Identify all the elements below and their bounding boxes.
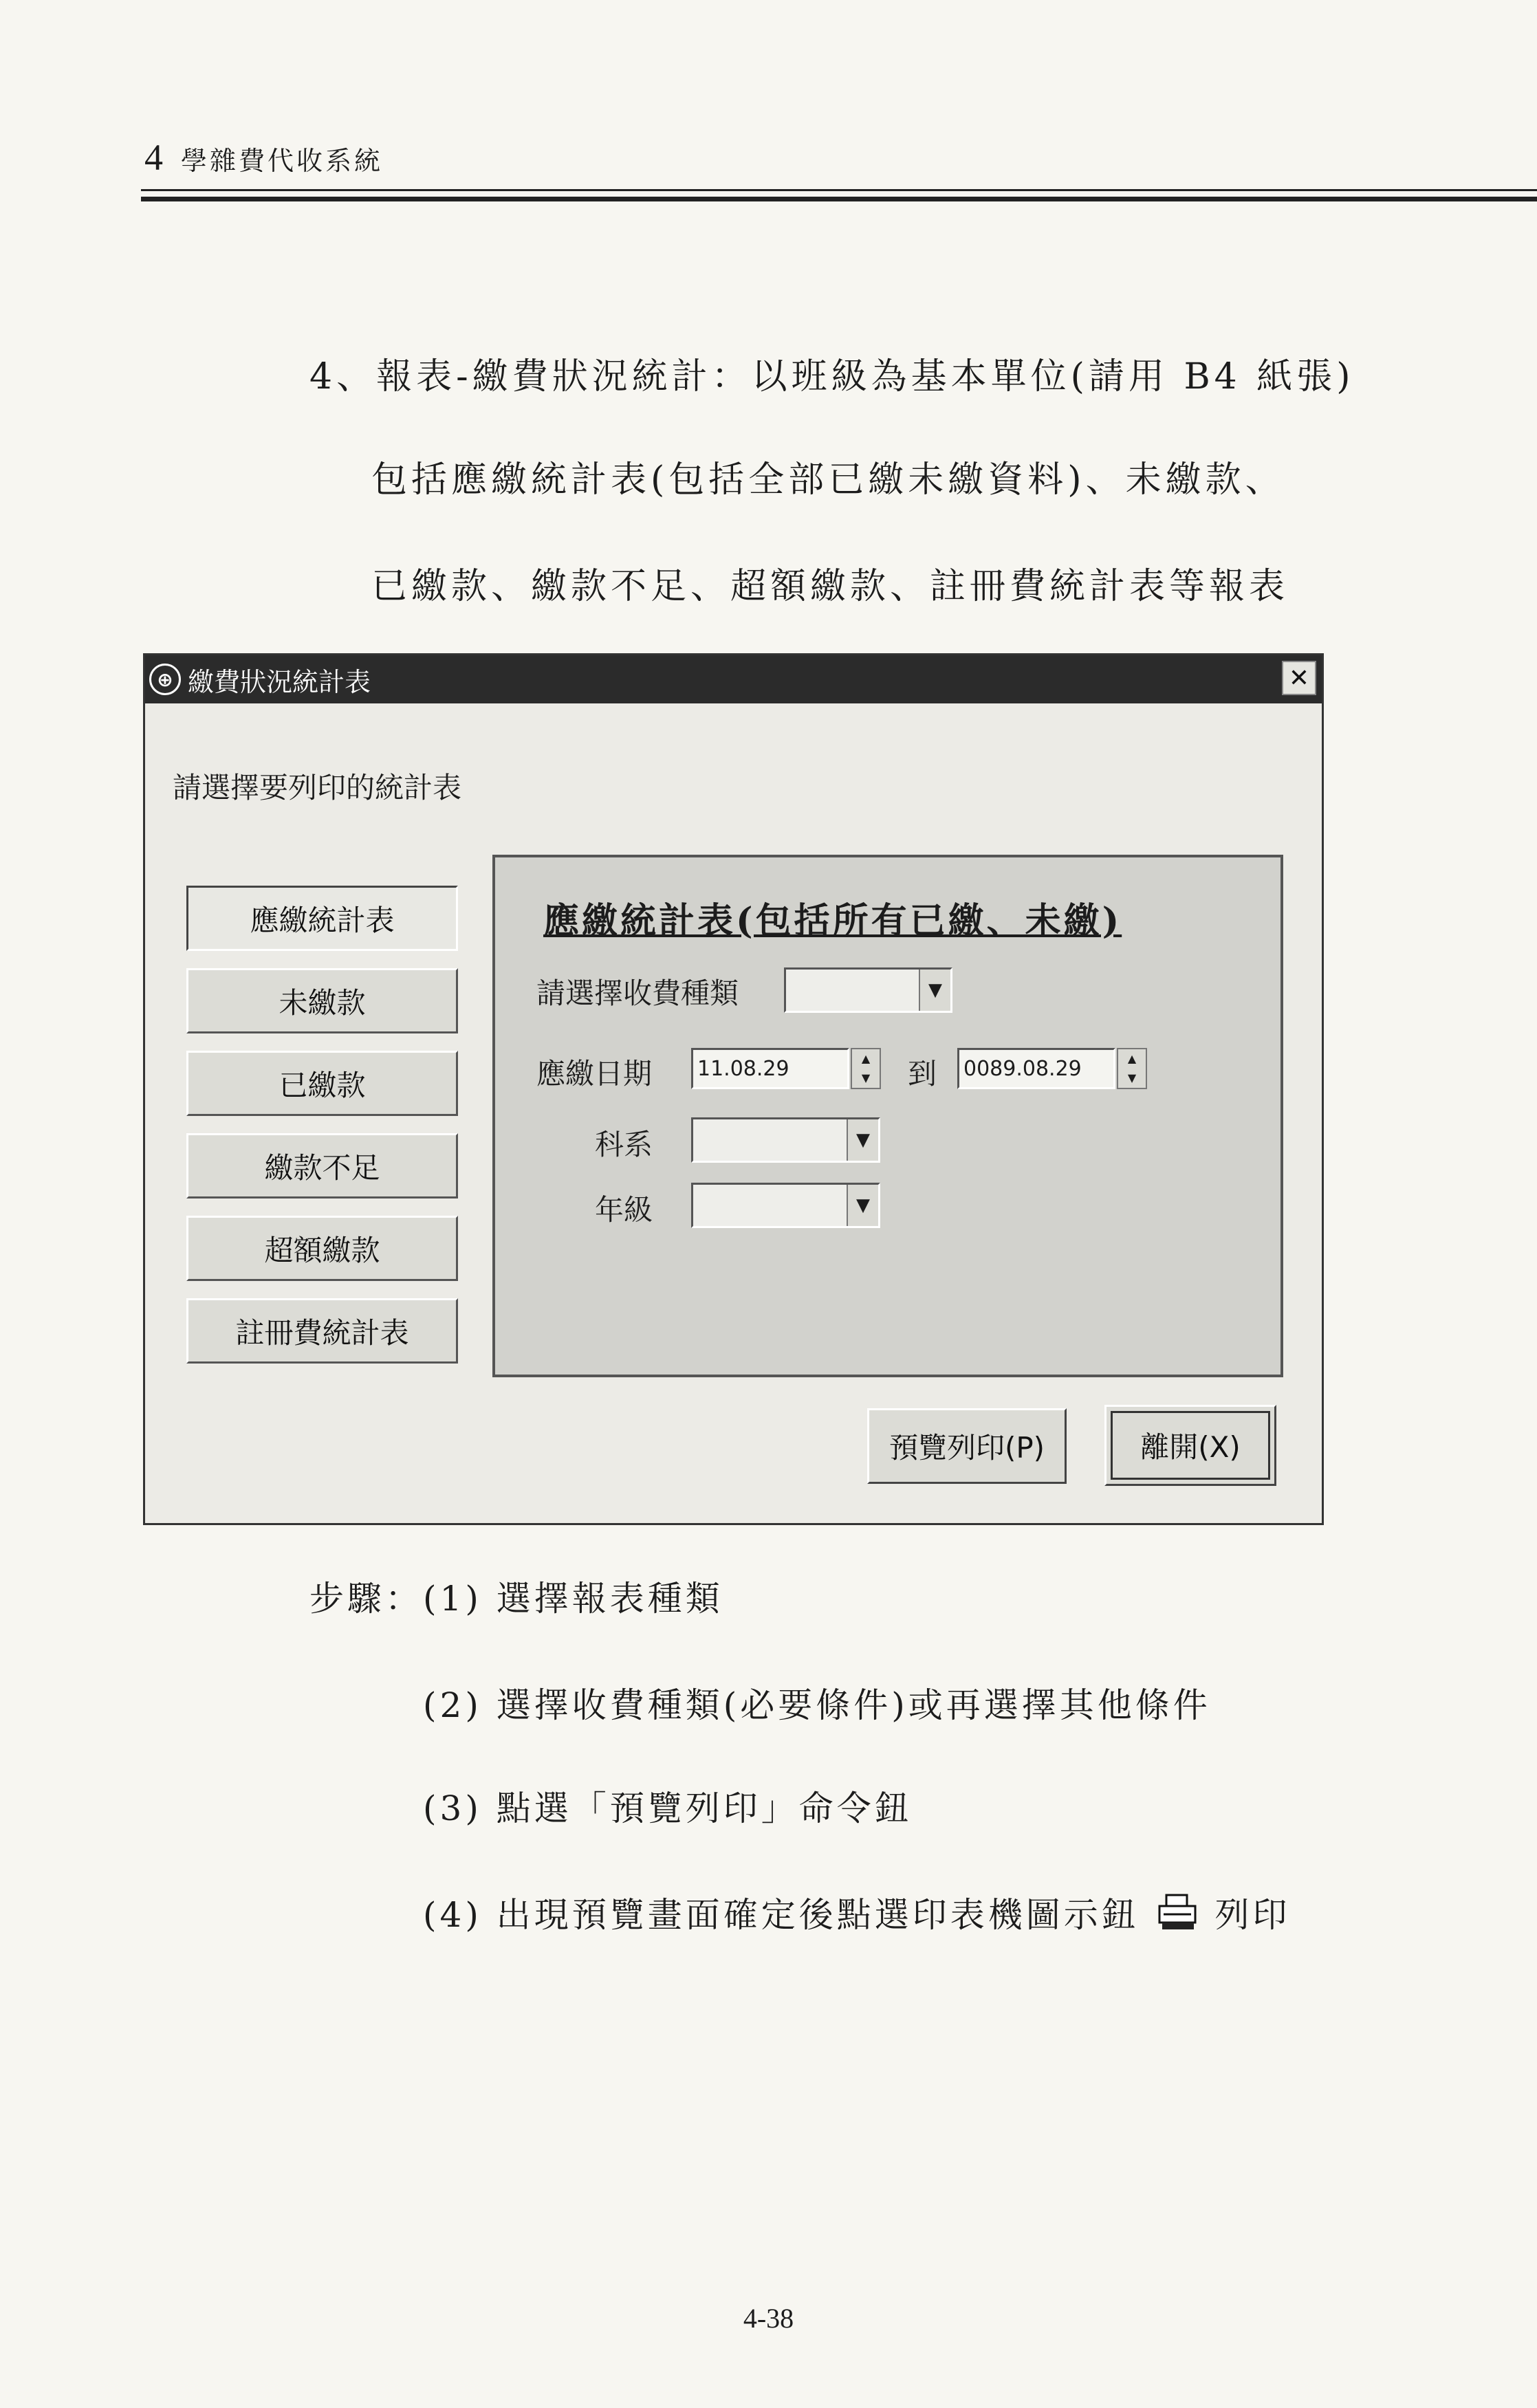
chevron-down-icon[interactable]: ▼ [847,1185,878,1226]
department-select[interactable] [691,1117,880,1163]
intro-line-2: 包括應繳統計表(包括全部已繳未繳資料)、未繳款、 [371,459,1285,501]
intro-line-1: 4、報表-繳費狀況統計：以班級為基本單位(請用 B4 紙張) [309,356,1355,397]
step-4-print-text: 列印 [1214,1895,1291,1935]
intro-line-3: 已繳款、繳款不足、超額繳款、註冊費統計表等報表 [371,566,1289,607]
header-title: 學雜費代收系統 [181,146,384,176]
spin-up-icon[interactable]: ▲ [861,1052,871,1065]
due-date-label: 應繳日期 [536,1057,653,1091]
step-1: 步驟：(1) 選擇報表種類 [309,1579,723,1619]
close-icon: ✕ [1288,664,1310,692]
panel-title: 應繳統計表(包括所有已繳、未繳) [543,900,1122,942]
dialog-titlebar[interactable] [145,655,1322,703]
department-label: 科系 [595,1128,653,1161]
date-to-label: 到 [908,1057,937,1091]
report-button-overpaid[interactable]: 超額繳款 [186,1216,458,1281]
select-report-prompt: 請選擇要列印的統計表 [173,771,462,805]
dialog-title: 繳費狀況統計表 [188,666,371,697]
date-from-spinner[interactable] [851,1048,881,1089]
due-date-to-input[interactable]: 0089.08.29 [957,1048,1115,1089]
chevron-down-icon[interactable]: ▼ [919,970,950,1011]
report-button-underpaid[interactable]: 繳款不足 [186,1133,458,1198]
spin-down-icon[interactable]: ▼ [1127,1071,1137,1084]
exit-button[interactable]: 離開(X) [1104,1405,1276,1486]
chevron-down-icon[interactable]: ▼ [847,1119,878,1161]
printer-icon [1157,1894,1198,1932]
app-logo-icon: ⊕ [149,664,181,695]
header-rule-thin [141,189,1537,191]
report-button-paid[interactable]: 已繳款 [186,1051,458,1116]
close-button[interactable] [1282,661,1316,695]
step-2: (2) 選擇收費種類(必要條件)或再選擇其他條件 [423,1685,1211,1725]
grade-select[interactable] [691,1183,880,1228]
report-button-due-statistics[interactable]: 應繳統計表 [186,886,458,951]
running-header [144,136,383,179]
due-date-from-input[interactable]: 11.08.29 [691,1048,849,1089]
spin-up-icon[interactable]: ▲ [1127,1052,1137,1065]
report-button-unpaid[interactable]: 未繳款 [186,968,458,1033]
page-number: 4-38 [743,2303,794,2334]
step-4-text: (4) 出現預覽畫面確定後點選印表機圖示鈕 [423,1895,1140,1935]
preview-print-button[interactable]: 預覽列印(P) [867,1408,1067,1484]
fee-type-select[interactable] [784,967,952,1013]
step-4 [423,1887,1291,1937]
report-button-registration[interactable]: 註冊費統計表 [186,1298,458,1364]
payment-statistics-dialog [143,653,1324,1525]
grade-label: 年級 [595,1193,653,1227]
chapter-number: 4 [144,137,166,178]
header-rule-thick [141,197,1537,201]
fee-type-label: 請選擇收費種類 [536,976,739,1010]
report-options-panel [492,855,1283,1377]
step-3: (3) 點選「預覽列印」命令鈕 [423,1788,913,1828]
date-to-spinner[interactable] [1117,1048,1147,1089]
spin-down-icon[interactable]: ▼ [861,1071,871,1084]
